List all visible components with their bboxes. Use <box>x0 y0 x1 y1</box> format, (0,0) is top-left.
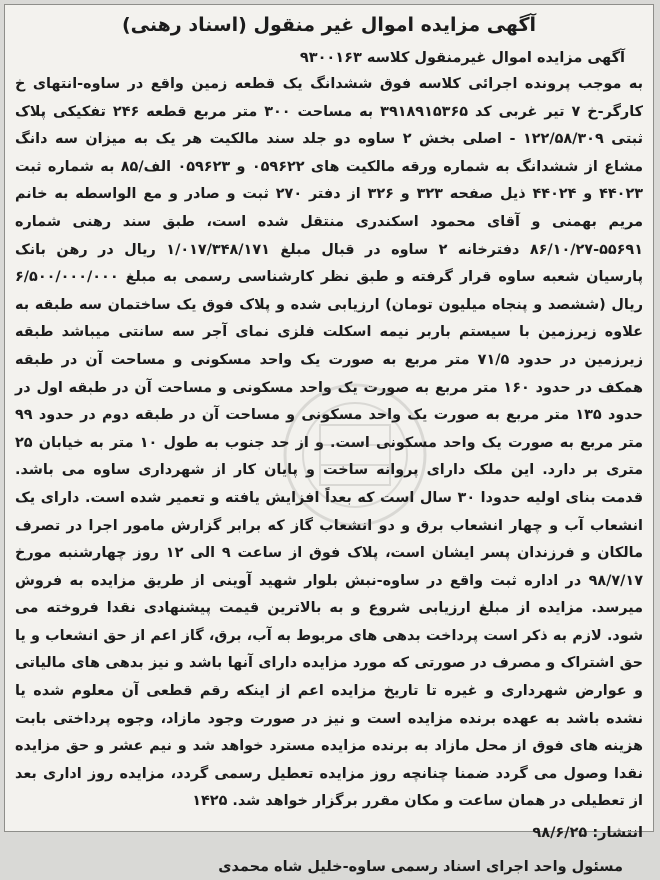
notice-reference: آگهی مزایده اموال غیرمنقول کلاسه ۹۳۰۰۱۶۳ <box>299 50 625 66</box>
publication-date: انتشار: ۹۸/۶/۲۵ <box>532 825 643 842</box>
auction-notice <box>5 5 653 880</box>
notice-title: آگهی مزایده اموال غیر منقول (اسناد رهنی) <box>121 14 537 36</box>
signature-line: مسئول واحد اجرای اسناد رسمی ساوه-خلیل شاه محمدی <box>218 859 623 876</box>
notice-body: به موجب پرونده اجرائی کلاسه فوق ششدانگ یک قطعه زمین واقع در ساوه-انتهای خ کارگر-خ ۷ تیر غربی کد ۳۹۱۸۹۱۵۳۶۵ به مساحت ۳۰۰ متر مربع قطعه ۲۴۶ تفکیکی پلاک ثبتی ۱۲۲/۵۸/۳۰۹ - اصلی بخش ۲ ساوه دو جلد سند مالکیت هر یک به میزان سه دانگ مشاع از ششدانگ به شماره ورقه مالکیت های ۰۵۹۶۲۲ و ۰۵۹۶۲۳ الف/۸۵ به شماره ثبت ۴۴۰۲۳ و ۴۴۰۲۴ ذیل صفحه ۳۲۳ و ۳۲۶ از دفتر ۲۷۰ ثبت و صادر و مع الواسطه به خانم مریم بهمنی و آقای محمود اسکندری منتقل شده است، طبق سند رهنی شماره ۵۵۶۹۱-۸۶/۱۰/۲۷ دفترخانه ۲ ساوه در قبال مبلغ ۱/۰۱۷/۳۴۸/۱۷۱ ریال در رهن بانک پارسیان شعبه ساوه قرار گرفته و طبق نظر کارشناسی رسمی به مبلغ ۶/۵۰۰/۰۰۰/۰۰۰ ریال (ششصد و پنجاه میلیون تومان) ارزیابی شده و پلاک فوق یک ساختمان سه طبقه به علاوه زیرزمین با سیستم باربر نیمه اسکلت فلزی نمای آجر سه سانتی میباشد طبقه زیرزمین در حدود ۷۱/۵ متر مربع به صورت یک واحد مسکونی و مساحت آن در طبقه همکف در حدود ۱۶۰ متر مربع به صورت یک واحد مسکونی و مساحت آن در طبقه اول در حدود ۱۳۵ متر مربع به صورت یک واحد مسکونی و مساحت آن در طبقه دوم در حدود ۹۹ متر مربع به صورت یک واحد مسکونی است. و از حد جنوب به طول ۱۰ متر به خیابان ۲۵ متری بر دارد. این ملک دارای پروانه ساخت و پایان کار از شهرداری ساوه می باشد. قدمت بنای اولیه حدودا ۳۰ سال است که بعداً افزایش یافته و تعمیر شده است. دارای یک انشعاب آب و چهار انشعاب برق و دو انشعاب گاز که برابر گزارش مامور اجرا در تصرف مالکان و فرزندان پسر ایشان است، پلاک فوق از ساعت ۹ الی ۱۲ روز چهارشنبه مورخ ۹۸/۷/۱۷ در اداره ثبت واقع در ساوه-نبش بلوار شهید آوینی از طریق مزایده به فروش میرسد. مزایده از مبلغ ارزیابی شروع و به بالاترین قیمت پیشنهادی نقدا فروخته می شود. لازم به ذکر است پرداخت بدهی های مربوط به آب، برق، گاز اعم از حق انشعاب و یا حق اشتراک و مصرف در صورتی که مورد مزایده دارای آنها باشد و نیز بدهی های مالیاتی و عوارض شهرداری و غیره تا تاریخ مزایده اعم از اینکه رقم قطعی آن معلوم شده یا نشده باشد به عهده برنده مزایده است و نیز در صورت وجود مازاد، وجوه پرداختی بابت هزینه های فوق از محل مازاد به برنده مزایده مسترد خواهد شد و نیم عشر و حق مزایده نقدا وصول می گردد ضمنا چنانچه روز مزایده تعطیل رسمی گردد، مزایده روز اداری بعد از تعطیلی در همان ساعت و مکان مقرر برگزار خواهد شد. ۱۴۲۵ <box>15 76 644 810</box>
newspaper-clipping <box>4 4 654 876</box>
